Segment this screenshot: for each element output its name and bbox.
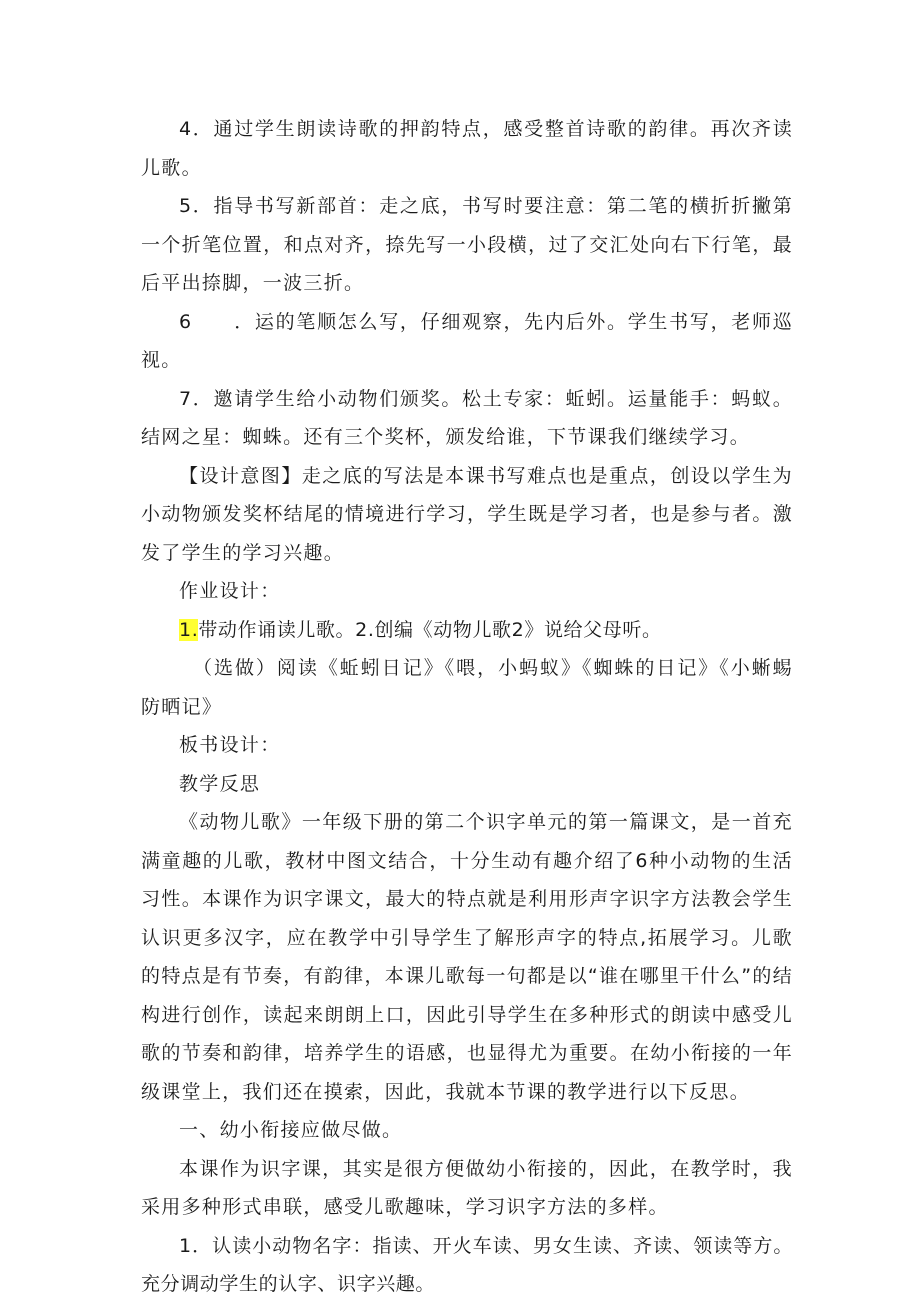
section-heading-1: 一、幼小衔接应做尽做。 [179, 1119, 403, 1141]
section-1-body: 本课作为识字课，其实是很方便做幼小衔接的，因此，在教学时，我采用多种形式串联，感受儿歌趣味，学习识字方法的多样。 [141, 1157, 793, 1218]
reflection-body: 《动物儿歌》一年级下册的第二个识字单元的第一篇课文，是一首充满童趣的儿歌，教材中图文结合，十分生动有趣介绍了6种小动物的生活习性。本课作为识字课文，最大的特点就是利用形声字识字方法教会学生认识更多汉字，应在教学中引导学生了解形声字的特点,拓展学习。儿歌的特点是有节奏，有韵律，本课儿歌每一句都是以“谁在哪里干什么”的结构进行创作，读起来朗朗上口，因此引导学生在多种形式的朗读中感受儿歌的节奏和韵律，培养学生的语感，也显得尤为重要。在幼小衔接的一年级课堂上，我们还在摸索，因此，我就本节课的教学进行以下反思。 [141, 811, 793, 1103]
homework-item-1 [141, 611, 793, 650]
highlighted-number: 1. [179, 618, 199, 641]
document-body [141, 110, 793, 1304]
homework-item-1-text: 带动作诵读儿歌。2.创编《动物儿歌2》说给父母听。 [198, 618, 662, 641]
paragraph-design-intent: 【设计意图】走之底的写法是本课书写难点也是重点，创设以学生为小动物颁发奖杯结尾的情境进行学习，学生既是学习者，也是参与者。激发了学生的学习兴趣。 [141, 464, 793, 564]
paragraph-step-4: 4．通过学生朗读诗歌的押韵特点，感受整首诗歌的韵律。再次齐读儿歌。 [141, 118, 793, 179]
paragraph-step-6: 6 ．运的笔顺怎么写，仔细观察，先内后外。学生书写，老师巡视。 [141, 310, 793, 371]
reflection-heading: 教学反思 [179, 772, 261, 795]
list-item-1: 1．认读小动物名字：指读、开火车读、男女生读、齐读、领读等方。充分调动学生的认字、识字兴趣。 [141, 1234, 793, 1295]
paragraph-step-5: 5．指导书写新部首：走之底，书写时要注意：第二笔的横折折撇第一个折笔位置，和点对齐，捺先写一小段横，过了交汇处向右下行笔，最后平出捺脚，一波三折。 [141, 195, 793, 294]
homework-heading: 作业设计： [179, 580, 281, 602]
board-design-heading: 板书设计： [179, 734, 281, 756]
homework-optional: （选做）阅读《蚯蚓日记》《喂，小蚂蚁》《蜘蛛的日记》《小蜥蜴防晒记》 [141, 657, 793, 718]
paragraph-step-7: 7．邀请学生给小动物们颁奖。松土专家：蚯蚓。运量能手：蚂蚁。结网之星：蜘蛛。还有三个奖杯，颁发给谁，下节课我们继续学习。 [141, 387, 793, 448]
